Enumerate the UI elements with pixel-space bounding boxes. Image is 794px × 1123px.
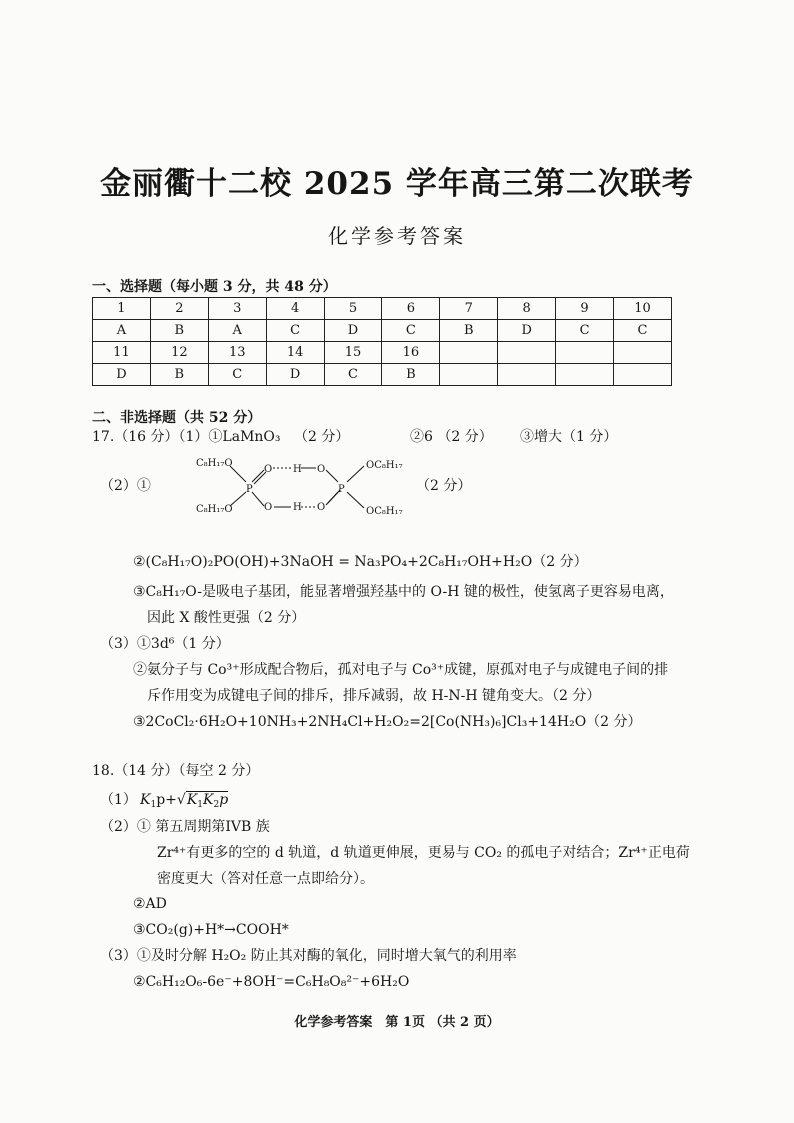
- answer-table-cell: 4: [266, 298, 324, 320]
- answer-table-cell: 5: [324, 298, 382, 320]
- answer-table-cell: D: [498, 320, 556, 342]
- q17-s3-2b: 斥作用变为成键电子间的排斥，排斥减弱，故 H-N-H 键角变大。（2 分）: [147, 688, 601, 704]
- struct-p-left: P: [246, 484, 253, 495]
- page-footer: 化学参考答案 第 1页 （共 2 页）: [294, 1015, 500, 1030]
- answer-table-cell: 3: [208, 298, 266, 320]
- q17-part2: ②6 （2 分）: [410, 429, 493, 445]
- answer-table-cell: B: [150, 320, 208, 342]
- answer-table-cell: [556, 342, 614, 364]
- q18-p2-1: （2）① 第五周期第IVB 族: [100, 819, 270, 835]
- page-subtitle: 化学参考答案: [328, 224, 466, 248]
- q18-p3-2: ②C₆H₁₂O₆-6e⁻+8OH⁻=C₆H₈O₈²⁻+6H₂O: [133, 974, 410, 990]
- q18-p2-1b: Zr⁴⁺有更多的空的 d 轨道，d 轨道更伸展，更易与 CO₂ 的孤电子对结合；Zr⁴⁺正电荷: [157, 845, 690, 861]
- struct-o-4: O: [317, 502, 326, 513]
- q18-p1-label: （1）: [100, 792, 137, 808]
- answer-table-cell: 14: [266, 342, 324, 364]
- answer-table-cell: 9: [556, 298, 614, 320]
- answer-table-cell: C: [556, 320, 614, 342]
- struct-h-2: H: [293, 502, 302, 513]
- answer-table: [92, 297, 672, 386]
- dimer-structure: [190, 452, 410, 522]
- q18-p2-1c: 密度更大（答对任意一点即给分）。: [157, 871, 374, 887]
- answer-table-cell: [614, 342, 672, 364]
- answer-table-row: [93, 364, 672, 386]
- answer-table-cell: 11: [93, 342, 151, 364]
- answer-table-row: [93, 342, 672, 364]
- answer-table-cell: 10: [614, 298, 672, 320]
- struct-p-right: P: [338, 484, 345, 495]
- q17-s3-3: ③2CoCl₂·6H₂O+10NH₃+2NH₄Cl+H₂O₂=2[Co(NH₃)₆]Cl₃+14H₂O（2 分）: [133, 714, 642, 730]
- answer-table-cell: 16: [382, 342, 440, 364]
- answer-table-cell: C: [266, 320, 324, 342]
- page-title: 金丽衢十二校 2025 学年高三第二次联考: [100, 166, 694, 202]
- answer-table-cell: [498, 342, 556, 364]
- q17-line3b: 因此 X 酸性更强（2 分）: [147, 610, 306, 626]
- struct-right-bottom: OC₈H₁₇: [366, 506, 403, 517]
- answer-table-cell: C: [208, 364, 266, 386]
- answer-table-cell: 12: [150, 342, 208, 364]
- answer-table-cell: [440, 342, 498, 364]
- q18-p2-2: ②AD: [133, 896, 167, 912]
- answer-table-cell: 6: [382, 298, 440, 320]
- struct-o-2: O: [317, 464, 326, 475]
- answer-table-cell: 2: [150, 298, 208, 320]
- q18-p2-3: ③CO₂(g)+H*→COOH*: [133, 922, 289, 938]
- q17-p2-score: （2 分）: [416, 478, 472, 494]
- q18-head: 18.（14 分）（每空 2 分）: [92, 763, 260, 779]
- answer-table-cell: A: [93, 320, 151, 342]
- struct-h-1: H: [293, 464, 302, 475]
- answer-table-row: [93, 320, 672, 342]
- struct-o-1: O: [264, 464, 273, 475]
- answer-table-cell: D: [266, 364, 324, 386]
- answer-table-cell: C: [324, 364, 382, 386]
- q17-head: 17.（16 分）（1）①LaMnO₃: [92, 429, 281, 445]
- section2-heading: 二、非选择题（共 52 分）: [92, 410, 262, 426]
- struct-o-3: O: [264, 502, 273, 513]
- section1-heading: 一、选择题（每小题 3 分，共 48 分）: [92, 279, 337, 295]
- answer-table-cell: B: [150, 364, 208, 386]
- answer-table-cell: [440, 364, 498, 386]
- q17-eq2: ②(C₈H₁₇O)₂PO(OH)+3NaOH = Na₃PO₄+2C₈H₁₇OH+H₂O（2 分）: [133, 554, 588, 570]
- answer-table-cell: [498, 364, 556, 386]
- answer-table-cell: D: [93, 364, 151, 386]
- answer-table-cell: A: [208, 320, 266, 342]
- q17-s3-2a: ②氨分子与 Co³⁺形成配合物后，孤对电子与 Co³⁺成键，原孤对电子与成键电子间的排: [133, 662, 669, 678]
- answer-table-cell: C: [382, 320, 440, 342]
- q17-s3-1: （3）①3d⁶（1 分）: [100, 636, 230, 652]
- struct-right-top: OC₈H₁₇: [366, 460, 403, 471]
- answer-table-cell: B: [382, 364, 440, 386]
- answer-table-cell: D: [324, 320, 382, 342]
- q17-p2-label: （2）①: [100, 478, 151, 494]
- q17-line3a: ③C₈H₁₇O-是吸电子基团，能显著增强羟基中的 O-H 键的极性，使氢离子更容易电离，: [133, 584, 674, 600]
- answer-table-cell: 1: [93, 298, 151, 320]
- q18-p3-1: （3）①及时分解 H₂O₂ 防止其对酶的氧化，同时增大氧气的利用率: [100, 948, 517, 964]
- answer-table-cell: 13: [208, 342, 266, 364]
- answer-table-cell: 15: [324, 342, 382, 364]
- answer-table-cell: [614, 364, 672, 386]
- answer-table-cell: B: [440, 320, 498, 342]
- answer-table-cell: [556, 364, 614, 386]
- answer-table-cell: 8: [498, 298, 556, 320]
- answer-table-cell: 7: [440, 298, 498, 320]
- q17-score1: （2 分）: [294, 429, 350, 445]
- q18-p1-expr: $K_1p+√K_1K_2p$: [140, 792, 229, 810]
- answer-table-row: [93, 298, 672, 320]
- answer-table-cell: C: [614, 320, 672, 342]
- q17-part3: ③增大（1 分）: [520, 429, 618, 445]
- struct-left-top: C₈H₁₇O: [196, 458, 233, 469]
- struct-left-bottom: C₈H₁₇O: [196, 504, 233, 515]
